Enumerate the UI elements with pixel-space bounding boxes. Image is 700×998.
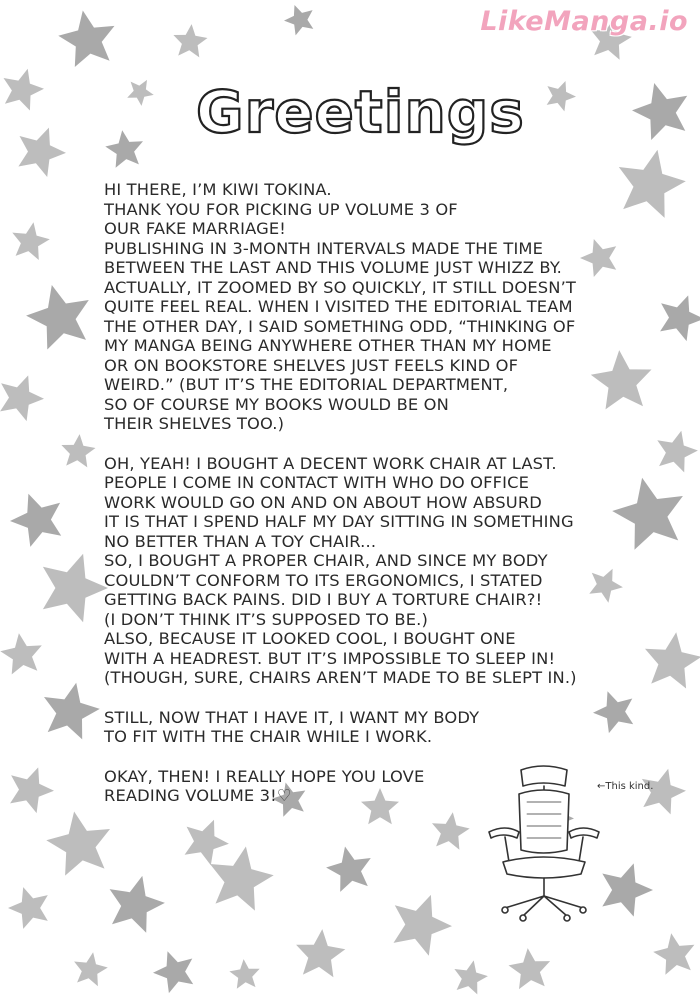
star-icon bbox=[173, 24, 207, 57]
star-icon bbox=[44, 683, 100, 740]
text-line: (THOUGH, SURE, CHAIRS AREN’T MADE TO BE SLEPT IN.) bbox=[104, 668, 577, 687]
star-icon bbox=[61, 434, 95, 467]
text-line: ALSO, BECAUSE IT LOOKED COOL, I BOUGHT ONE bbox=[104, 629, 516, 648]
text-line: WORK WOULD GO ON AND ON ABOUT HOW ABSURD bbox=[104, 492, 542, 512]
text-line: THEIR SHELVES TOO.) bbox=[104, 414, 285, 433]
text-line: WEIRD.” (BUT IT’S THE EDITORIAL DEPARTMENT, bbox=[104, 375, 509, 394]
star-icon bbox=[185, 820, 229, 866]
star-icon bbox=[296, 929, 345, 977]
text-line: BETWEEN THE LAST AND THIS VOLUME JUST WHIZZ BY. bbox=[104, 258, 562, 277]
page-title: Greetings bbox=[196, 78, 525, 146]
text-line: IT IS THAT I SPEND HALF MY DAY SITTING IN SOMETHING bbox=[104, 512, 574, 531]
text-line: OKAY, THEN! I REALLY HOPE YOU LOVE bbox=[104, 766, 425, 786]
text-line: STILL, NOW THAT I HAVE IT, I WANT MY BODY bbox=[104, 707, 480, 727]
star-icon bbox=[4, 69, 45, 111]
text-line: SO, I BOUGHT A PROPER CHAIR, AND SINCE MY BODY bbox=[104, 551, 548, 570]
text-line: (I DON’T THINK IT’S SUPPOSED TO BE.) bbox=[104, 609, 428, 629]
star-icon bbox=[153, 951, 193, 993]
text-line: QUITE FEEL REAL. WHEN I VISITED THE EDITORIAL TEAM bbox=[104, 297, 573, 316]
paragraph bbox=[104, 454, 624, 688]
office-chair-drawing bbox=[483, 762, 603, 922]
star-icon bbox=[632, 83, 687, 140]
text-line: OR ON BOOKSTORE SHELVES JUST FEELS KIND OF bbox=[104, 355, 519, 375]
text-line: PEOPLE I COME IN CONTACT WITH WHO DO OFFICE bbox=[104, 473, 530, 492]
star-icon bbox=[26, 285, 89, 350]
star-icon bbox=[394, 895, 453, 956]
star-icon bbox=[509, 948, 551, 989]
paragraph bbox=[104, 180, 624, 434]
text-line: TO FIT WITH THE CHAIR WHILE I WORK. bbox=[104, 727, 433, 746]
star-icon bbox=[619, 150, 686, 218]
star-icon bbox=[74, 952, 108, 986]
star-icon bbox=[602, 863, 653, 916]
star-icon bbox=[454, 960, 488, 994]
text-line: SO OF COURSE MY BOOKS WOULD BE ON bbox=[104, 394, 449, 414]
text-line: OUR FAKE MARRIAGE! bbox=[104, 219, 286, 238]
star-icon bbox=[43, 554, 108, 622]
star-icon bbox=[210, 847, 274, 911]
chair-annotation: ←This kind. bbox=[597, 781, 654, 792]
text-line: WITH A HEADREST. BUT IT’S IMPOSSIBLE TO SLEEP IN! bbox=[104, 648, 556, 668]
star-icon bbox=[660, 295, 700, 341]
star-icon bbox=[12, 222, 50, 260]
star-icon bbox=[653, 933, 694, 975]
star-icon bbox=[229, 959, 259, 989]
text-line: COULDN’T CONFORM TO ITS ERGONOMICS, I STATED bbox=[104, 570, 543, 590]
star-icon bbox=[0, 633, 42, 674]
text-line: GETTING BACK PAINS. DID I BUY A TORTURE CHAIR?! bbox=[104, 590, 543, 609]
star-icon bbox=[10, 767, 54, 813]
text-line: PUBLISHING IN 3-MONTH INTERVALS MADE THE TIME bbox=[104, 238, 544, 258]
star-icon bbox=[18, 128, 66, 177]
text-line: OH, YEAH! I BOUGHT A DECENT WORK CHAIR AT LAST. bbox=[104, 453, 557, 473]
star-icon bbox=[657, 431, 698, 473]
text-line: ACTUALLY, IT ZOOMED BY SO QUICKLY, IT STILL DOESN’T bbox=[104, 277, 576, 297]
star-icon bbox=[58, 11, 114, 68]
paragraph bbox=[104, 708, 624, 747]
star-icon bbox=[127, 80, 154, 106]
star-icon bbox=[284, 5, 313, 35]
star-icon bbox=[547, 81, 576, 111]
text-line: THANK YOU FOR PICKING UP VOLUME 3 OF bbox=[104, 199, 458, 219]
star-icon bbox=[8, 887, 48, 929]
text-line: MY MANGA BEING ANYWHERE OTHER THAN MY HOME bbox=[104, 336, 552, 355]
greeting-text bbox=[104, 180, 624, 826]
star-icon bbox=[46, 812, 110, 876]
text-line: THE OTHER DAY, I SAID SOMETHING ODD, “THINKING OF bbox=[104, 316, 576, 336]
star-icon bbox=[0, 375, 44, 421]
text-line: HI THERE, I’M KIWI TOKINA. bbox=[104, 180, 332, 199]
star-icon bbox=[10, 494, 61, 547]
star-icon bbox=[326, 847, 371, 892]
heart-icon: ♡ bbox=[276, 786, 292, 805]
star-icon bbox=[105, 130, 143, 168]
text-line: READING VOLUME 3! bbox=[104, 786, 277, 805]
star-icon bbox=[110, 876, 165, 933]
star-icon bbox=[645, 632, 700, 688]
text-line: NO BETTER THAN A TOY CHAIR... bbox=[104, 531, 377, 551]
site-watermark[interactable]: LikeManga.io bbox=[480, 6, 688, 37]
